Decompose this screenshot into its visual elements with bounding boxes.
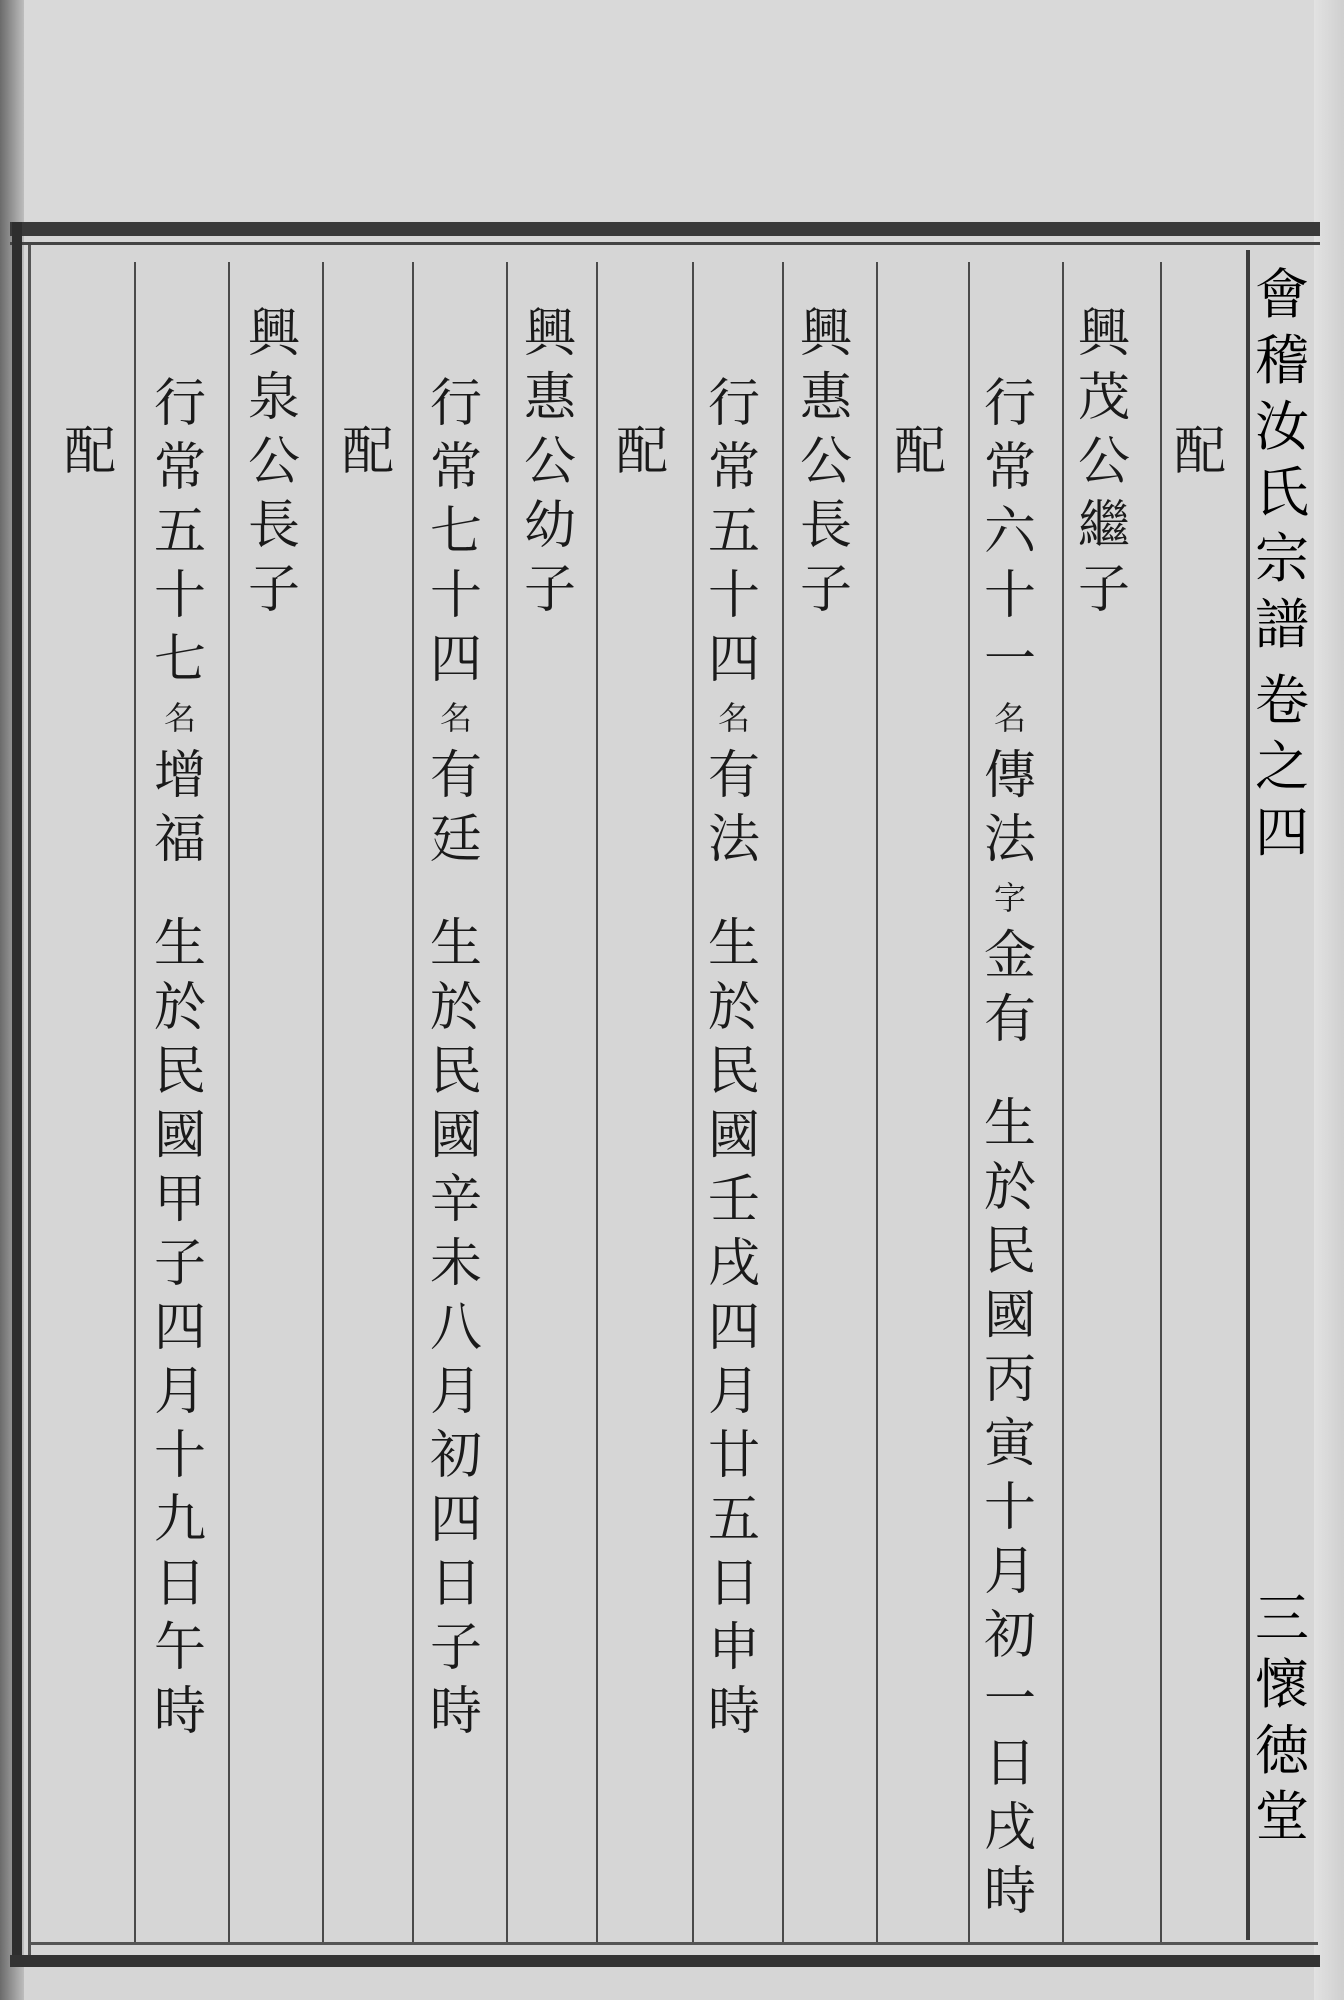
fold-volume: [1252, 668, 1312, 866]
glyph: 國: [153, 1106, 206, 1166]
glyph: 甲: [153, 1170, 206, 1230]
glyph: 時: [707, 1682, 760, 1742]
entry-column: [704, 372, 764, 1744]
glyph: 有: [983, 990, 1036, 1050]
glyph: 四: [429, 1490, 482, 1550]
entry-name-note: [704, 692, 764, 744]
spouse-label-column: [1170, 420, 1230, 484]
glyph: 公: [523, 432, 576, 492]
glyph: 時: [983, 1862, 1036, 1922]
glyph: 配: [893, 422, 946, 482]
spouse-label-column: [60, 420, 120, 484]
column-rule: [506, 262, 508, 1942]
glyph: 民: [983, 1222, 1036, 1282]
entry-name-note: [426, 692, 486, 744]
glyph: 配: [1173, 422, 1226, 482]
entry-name: [426, 744, 486, 872]
glyph: 八: [429, 1298, 482, 1358]
glyph: 十: [983, 1478, 1036, 1538]
glyph: 堂: [1255, 1785, 1309, 1848]
entry-name: [704, 744, 764, 872]
entry-courtesy-note: [980, 872, 1040, 924]
glyph: 之: [1255, 735, 1309, 798]
glyph: 長: [799, 496, 852, 556]
glyph: 汝: [1255, 395, 1309, 458]
entry-rank: [150, 372, 210, 692]
glyph: 午: [153, 1618, 206, 1678]
entry-name-note: [980, 692, 1040, 744]
glyph: 福: [153, 810, 206, 870]
glyph: 子: [1077, 560, 1130, 620]
fold-title-column: [1252, 262, 1312, 1850]
spouse-label-column: [890, 420, 950, 484]
glyph: 傳: [983, 746, 1036, 806]
glyph: 四: [707, 630, 760, 690]
glyph: 氏: [1255, 461, 1309, 524]
glyph: 有: [429, 746, 482, 806]
glyph: 子: [247, 560, 300, 620]
entry-name: [150, 744, 210, 872]
column-rule: [412, 262, 414, 1942]
glyph: 公: [799, 432, 852, 492]
glyph: 譜: [1255, 593, 1309, 656]
entry-column: [426, 372, 486, 1744]
glyph: 行: [429, 374, 482, 434]
glyph: 興: [799, 304, 852, 364]
glyph: 於: [153, 978, 206, 1038]
glyph: 九: [153, 1490, 206, 1550]
column-rule: [692, 262, 694, 1942]
column-rule: [782, 262, 784, 1942]
glyph: 五: [707, 502, 760, 562]
entry-name-note: [150, 692, 210, 744]
glyph: 常: [983, 438, 1036, 498]
glyph: 配: [341, 422, 394, 482]
glyph: 增: [153, 746, 206, 806]
lineage-column: [244, 302, 304, 622]
glyph: 於: [983, 1158, 1036, 1218]
glyph: 有: [707, 746, 760, 806]
glyph: 丙: [983, 1350, 1036, 1410]
glyph: 繼: [1077, 496, 1130, 556]
glyph: 民: [429, 1042, 482, 1102]
lineage-column: [520, 302, 580, 622]
glyph: 寅: [983, 1414, 1036, 1474]
glyph: 六: [983, 502, 1036, 562]
entry-name: [980, 744, 1040, 872]
glyph: 常: [429, 438, 482, 498]
entry-birth: [980, 1092, 1040, 1924]
entry-birth: [704, 912, 764, 1744]
glyph: 子: [523, 560, 576, 620]
glyph: 金: [983, 926, 1036, 986]
glyph: 壬: [707, 1170, 760, 1230]
glyph: 四: [429, 630, 482, 690]
glyph: 初: [429, 1426, 482, 1486]
glyph: 惠: [523, 368, 576, 428]
glyph: 常: [707, 438, 760, 498]
spouse-label-column: [338, 420, 398, 484]
glyph: 法: [983, 810, 1036, 870]
glyph: 會: [1255, 263, 1309, 326]
column-rule: [1160, 262, 1162, 1942]
glyph: 興: [1077, 304, 1130, 364]
glyph: 長: [247, 496, 300, 556]
glyph: 名: [163, 699, 196, 737]
glyph: 民: [153, 1042, 206, 1102]
glyph: 名: [717, 699, 750, 737]
glyph: 行: [983, 374, 1036, 434]
glyph: 徳: [1255, 1719, 1309, 1782]
page-right-edge: [1314, 0, 1344, 2000]
glyph: 國: [429, 1106, 482, 1166]
glyph: 月: [429, 1362, 482, 1422]
entry-rank: [704, 372, 764, 692]
glyph: 十: [153, 1426, 206, 1486]
glyph: 興: [247, 304, 300, 364]
top-margin: [24, 0, 1314, 222]
spouse-label: [338, 420, 398, 484]
glyph: 卷: [1255, 669, 1309, 732]
entry-courtesy-name: [980, 924, 1040, 1052]
glyph: 幼: [523, 496, 576, 556]
lineage-text: [796, 302, 856, 622]
frame-bottom-inner-border: [28, 1942, 1318, 1945]
glyph: 公: [1077, 432, 1130, 492]
center-fold-rule: [1246, 250, 1250, 1940]
glyph: 國: [707, 1106, 760, 1166]
glyph: 四: [153, 1298, 206, 1358]
glyph: 興: [523, 304, 576, 364]
glyph: 生: [429, 914, 482, 974]
glyph: 日: [429, 1554, 482, 1614]
glyph: 稽: [1255, 329, 1309, 392]
lineage-text: [244, 302, 304, 622]
glyph: 生: [983, 1094, 1036, 1154]
glyph: 國: [983, 1286, 1036, 1346]
spouse-label-column: [612, 420, 672, 484]
glyph: 時: [429, 1682, 482, 1742]
lineage-text: [1074, 302, 1134, 622]
glyph: 七: [153, 630, 206, 690]
glyph: 名: [439, 699, 472, 737]
glyph: 四: [707, 1298, 760, 1358]
glyph: 月: [153, 1362, 206, 1422]
column-rule: [322, 262, 324, 1942]
column-rule: [968, 262, 970, 1942]
glyph: 子: [799, 560, 852, 620]
entry-column: [980, 372, 1040, 1924]
glyph: 未: [429, 1234, 482, 1294]
glyph: 生: [707, 914, 760, 974]
spouse-label: [1170, 420, 1230, 484]
glyph: 日: [153, 1554, 206, 1614]
spouse-label: [612, 420, 672, 484]
glyph: 十: [707, 566, 760, 626]
glyph: 月: [983, 1542, 1036, 1602]
glyph: 十: [429, 566, 482, 626]
glyph: 惠: [799, 368, 852, 428]
glyph: 生: [153, 914, 206, 974]
lineage-column: [796, 302, 856, 622]
glyph: 五: [153, 502, 206, 562]
glyph: 子: [429, 1618, 482, 1678]
glyph: 一: [983, 1670, 1036, 1730]
glyph: 三: [1255, 1587, 1309, 1650]
column-rule: [876, 262, 878, 1942]
frame-bottom-border: [10, 1955, 1320, 1967]
spouse-label: [890, 420, 950, 484]
glyph: 戌: [983, 1798, 1036, 1858]
spouse-label: [60, 420, 120, 484]
glyph: 行: [153, 374, 206, 434]
glyph: 申: [707, 1618, 760, 1678]
glyph: 七: [429, 502, 482, 562]
glyph: 法: [707, 810, 760, 870]
entry-birth: [426, 912, 486, 1744]
glyph: 民: [707, 1042, 760, 1102]
glyph: 廿: [707, 1426, 760, 1486]
glyph: 日: [983, 1734, 1036, 1794]
glyph: 懷: [1255, 1653, 1309, 1716]
glyph: 泉: [247, 368, 300, 428]
glyph: 戌: [707, 1234, 760, 1294]
fold-book-title: [1252, 262, 1312, 658]
lineage-column: [1074, 302, 1134, 622]
glyph: 日: [707, 1554, 760, 1614]
glyph: 月: [707, 1362, 760, 1422]
glyph: 一: [983, 630, 1036, 690]
glyph: 時: [153, 1682, 206, 1742]
entry-rank: [426, 372, 486, 692]
entry-rank: [980, 372, 1040, 692]
glyph: 行: [707, 374, 760, 434]
entry-birth: [150, 912, 210, 1744]
glyph: 廷: [429, 810, 482, 870]
column-rule: [1062, 262, 1064, 1942]
glyph: 常: [153, 438, 206, 498]
glyph: 辛: [429, 1170, 482, 1230]
glyph: 配: [615, 422, 668, 482]
glyph: 公: [247, 432, 300, 492]
glyph: 字: [993, 879, 1026, 917]
glyph: 子: [153, 1234, 206, 1294]
glyph: 於: [429, 978, 482, 1038]
glyph: 五: [707, 1490, 760, 1550]
fold-hall-name: [1252, 1586, 1312, 1850]
frame-left-inner-border: [28, 245, 31, 1957]
glyph: 十: [983, 566, 1036, 626]
column-rule: [134, 262, 136, 1942]
column-rule: [596, 262, 598, 1942]
glyph: 四: [1255, 801, 1309, 864]
frame-left-border: [12, 222, 22, 1962]
glyph: 宗: [1255, 527, 1309, 590]
glyph: 配: [63, 422, 116, 482]
lineage-text: [520, 302, 580, 622]
entry-column: [150, 372, 210, 1744]
glyph: 初: [983, 1606, 1036, 1666]
frame-top-border: [10, 222, 1320, 236]
glyph: 十: [153, 566, 206, 626]
column-rule: [228, 262, 230, 1942]
frame-top-inner-border: [10, 242, 1320, 245]
glyph: 於: [707, 978, 760, 1038]
glyph: 名: [993, 699, 1026, 737]
glyph: 茂: [1077, 368, 1130, 428]
